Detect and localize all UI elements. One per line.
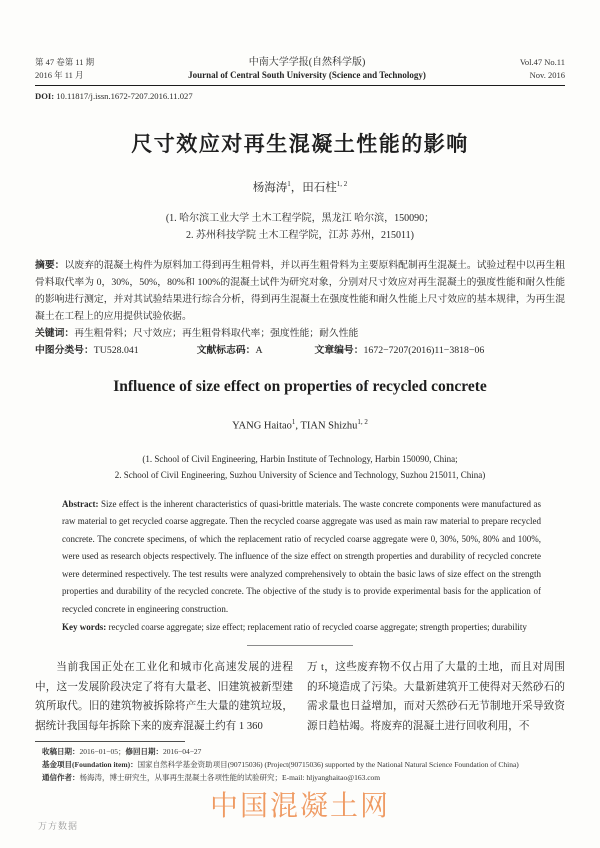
journal-name-en: Journal of Central South University (Science and Technology) (188, 70, 426, 80)
doi-label: DOI: (35, 91, 55, 101)
affiliations-en (35, 451, 565, 483)
body-column-left (35, 658, 293, 736)
abstract-en (62, 496, 541, 619)
affiliation-cn-1: (1. 哈尔滨工业大学 土木工程学院，黑龙江 哈尔滨，150090； (165, 213, 435, 224)
abstract-en-label: Abstract: (62, 498, 99, 509)
author-name: 杨海涛 (252, 182, 288, 194)
author-name: TIAN Shizhu (300, 420, 358, 432)
classification-line (35, 342, 565, 359)
issue-volume-cn: 第 47 卷第 11 期 (35, 57, 95, 67)
received-value: 2016−01−05； (79, 746, 126, 756)
affiliation-en-1: (1. School of Civil Engineering, Harbin Institute of Technology, Harbin 150090, China; (142, 453, 458, 464)
clc-label: 中图分类号： (35, 345, 94, 356)
article-id-segment (315, 342, 485, 359)
corresponding-value: 杨海涛，博士研究生，从事再生混凝土各项性能的试验研究；E-mail: hljyanghaitao@163.com (79, 772, 381, 782)
doi-value: 10.11817/j.issn.1672-7207.2016.11.027 (54, 91, 193, 101)
body-column-right (307, 658, 565, 736)
abstract-cn-text: 以废弃的混凝土构件为原料加工得到再生粗骨料，并以再生粗骨料为主要原料配制再生混凝土。试验过程中以再生粗骨料取代率为 0，30%，50%，80%和 100%的混凝土试件为研究对象，分别对尺寸效应对再生混凝土的强度性能和耐久性能的影响进行测定，并对其试验结果进行综合分析，得到再生混凝土在强度性能和耐久性能上尺寸效应的基本规律，为再生混凝土在工程上的应用提供试验依据。 (35, 260, 566, 322)
author-superscript: 1, 2 (357, 418, 368, 426)
affiliations-cn (35, 210, 565, 244)
article-id-label: 文章编号： (314, 345, 364, 356)
foundation-value: 国家自然科学基金资助项目(90715036) (Project(90715036) supported by the National Natural Science Foundation of China) (137, 759, 519, 769)
body-paragraph: 当前我国正处在工业化和城市化高速发展的进程中，这一发展阶段决定了将有大量老、旧建筑被新型建筑所取代。旧的建筑物被拆除将产生大量的建筑垃圾，据统计我国每年拆除下来的废弃混凝土约有 1 360 (35, 662, 293, 733)
keywords-cn (35, 325, 565, 342)
doc-code-segment (197, 342, 263, 359)
received-label: 收稿日期： (42, 746, 80, 756)
author-name: YANG Haitao (232, 420, 292, 432)
keywords-en-text: recycled coarse aggregate; size effect; replacement ratio of recycled coarse aggregate; strength properties; durability (106, 621, 527, 632)
issue-date-en: Nov. 2016 (529, 70, 565, 80)
keywords-en (62, 619, 541, 637)
affiliation-cn-2: 2. 苏州科技学院 土木工程学院，江苏 苏州，215011) (186, 230, 414, 241)
author-separator: ， (290, 182, 303, 194)
author-superscript: 1 (291, 418, 296, 426)
author-superscript: 1 (287, 180, 291, 189)
affiliation-en-2: 2. School of Civil Engineering, Suzhou University of Science and Technology, Suzhou 215011, China) (114, 469, 486, 480)
watermark: 中国混凝土网 (209, 790, 390, 821)
volume-info (520, 56, 565, 82)
doi-line (35, 91, 565, 101)
article-title-en: Influence of size effect on properties of recycled concrete (113, 378, 487, 395)
keywords-en-label: Key words: (62, 621, 107, 632)
footnote-foundation (35, 758, 565, 771)
provider-mark: 万方数据 (38, 821, 79, 831)
section-divider (247, 645, 353, 646)
author-name: 田石柱 (302, 182, 337, 194)
article-id-value: 1672−7207(2016)11−3818−06 (363, 345, 485, 356)
body-paragraph: 万 t，这些废弃物不仅占用了大量的土地，而且对周围的环境造成了污染。大量新建筑开工使得对天然砂石的需求量也日益增加，而对天然砂石无节制地开采导致资源日趋枯竭。将废弃的混凝土进行回收利用，不 (307, 662, 565, 733)
footnote-dates (35, 745, 565, 758)
author-superscript: 1, 2 (336, 180, 348, 189)
abstract-cn (35, 257, 565, 325)
journal-name-cn: 中南大学学报(自然科学版) (248, 57, 366, 68)
journal-header (35, 56, 565, 86)
issue-date-cn: 2016 年 11 月 (35, 70, 84, 80)
clc-value: TU528.041 (93, 345, 139, 356)
journal-name (94, 56, 520, 82)
footnote-corresponding-author (35, 771, 565, 784)
abstract-en-text: Size effect is the inherent characteristics of quasi-brittle materials. The waste concrete components were manufactured as raw material to get recycled coarse aggregate. Then the recycled coarse aggregate was used as main raw material to prepare recycled concrete. The concrete specimens, of which the replacement ratio of recycled coarse aggregate were 0, 30%, 50%, 80% and 100%, were used as research objects respectively. The influence of the size effect on strength properties and durability of recycled concrete were determined respectively. The test results were analyzed comprehensively to obtain the basic laws of size effect on the strength properties and durability of the recycled concrete. The objective of the study is to provide experimental basis for the application of recycled concrete in engineering construction. (62, 498, 541, 615)
author-separator: , (295, 420, 301, 432)
doc-code-label: 文献标志码： (196, 345, 256, 356)
clc-segment (35, 342, 139, 359)
footnote-divider (35, 741, 185, 742)
article-title-cn: 尺寸效应对再生混凝土性能的影响 (131, 133, 469, 156)
corresponding-label: 通信作者： (42, 772, 80, 782)
revised-value: 2016−04−27 (162, 746, 202, 756)
abstract-cn-label: 摘要： (35, 260, 65, 271)
issue-volume-en: Vol.47 No.11 (519, 57, 565, 67)
body-text (35, 658, 565, 736)
author-line-cn (35, 179, 565, 195)
keywords-cn-text: 再生粗骨料；尺寸效应；再生粗骨料取代率；强度性能；耐久性能 (74, 328, 359, 339)
doc-code-value: A (255, 345, 263, 356)
keywords-cn-label: 关键词： (35, 328, 75, 339)
foundation-label: 基金项目(Foundation item)： (42, 759, 138, 769)
author-line-en (35, 418, 565, 432)
footnote (35, 741, 565, 784)
revised-label: 修回日期： (125, 746, 163, 756)
issue-info (35, 56, 94, 82)
abstract-en-block (62, 496, 541, 637)
